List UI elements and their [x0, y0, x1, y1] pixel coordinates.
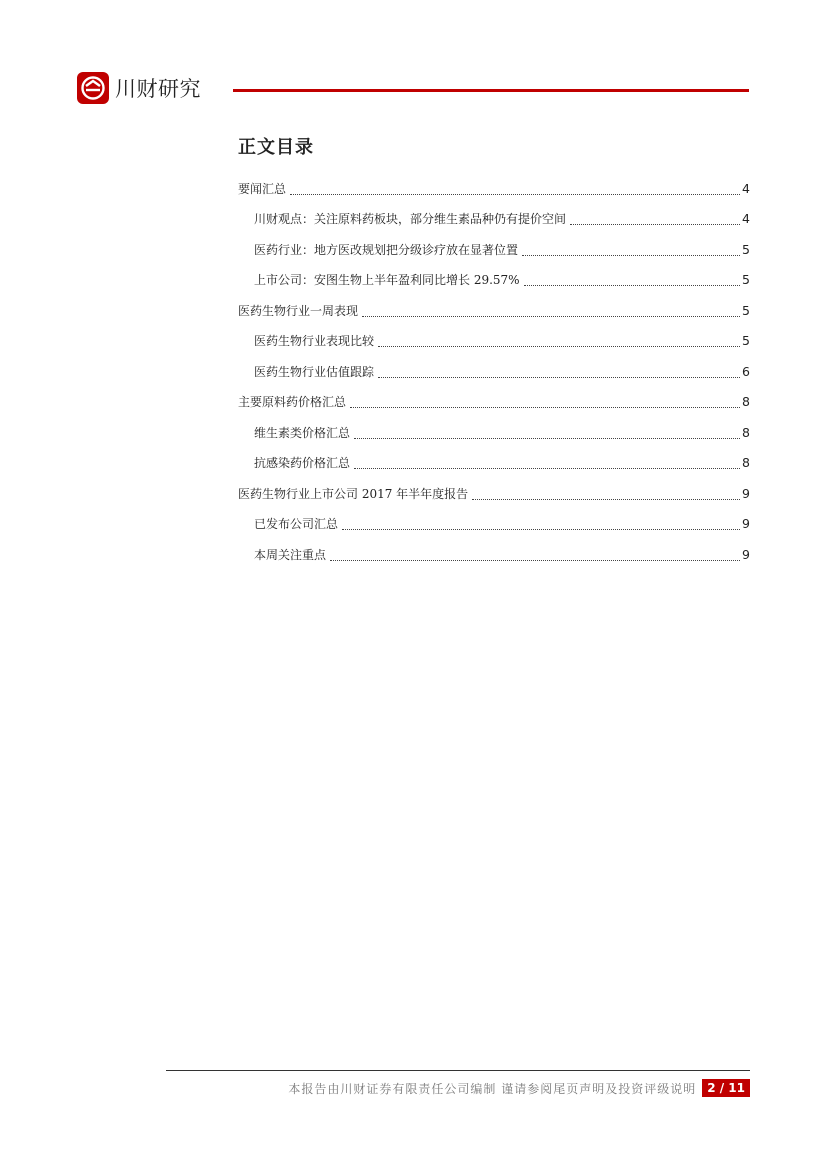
- toc-leader-dots: [378, 376, 740, 378]
- toc-entry-page: 5: [742, 241, 750, 257]
- toc-entry[interactable]: [238, 168, 750, 199]
- toc-leader-dots: [472, 498, 740, 500]
- toc-leader-dots: [362, 315, 740, 317]
- toc-entry-label: 医药生物行业上市公司 2017 年半年度报告: [238, 486, 469, 501]
- toc-leader-dots: [330, 559, 740, 561]
- toc-entry-label: 本周关注重点: [254, 547, 327, 562]
- toc-entry-page: 8: [742, 394, 750, 409]
- toc-entry-label: 抗感染药价格汇总: [254, 456, 351, 470]
- toc-leader-dots: [524, 284, 740, 286]
- toc-entry-label: 维生素类价格汇总: [254, 425, 351, 440]
- toc-leader-dots: [570, 223, 740, 225]
- toc-leader-dots: [350, 406, 740, 408]
- footer-disclaimer: 本报告由川财证券有限责任公司编制 谨请参阅尾页声明及投资评级说明: [288, 1081, 697, 1096]
- toc-leader-dots: [354, 437, 740, 439]
- toc-entry-page: 9: [742, 485, 750, 501]
- toc-entry[interactable]: [238, 199, 750, 230]
- toc-entry-label: 上市公司：安图生物上半年盈利同比增长 29.57%: [254, 273, 520, 287]
- toc-entry[interactable]: [238, 534, 750, 565]
- toc-entry-page: 5: [742, 333, 750, 348]
- page-footer: [166, 1079, 750, 1097]
- toc-entry-page: 9: [742, 516, 750, 531]
- brand-logo: [77, 72, 201, 104]
- toc-entry-label: 要闻汇总: [238, 181, 287, 196]
- toc-title: 正文目录: [238, 137, 314, 158]
- logo-text: 川财研究: [115, 77, 201, 101]
- toc-entry-label: 医药生物行业一周表现: [238, 303, 359, 318]
- toc-entry[interactable]: [238, 290, 750, 321]
- toc-entry-label: 已发布公司汇总: [254, 517, 339, 531]
- toc-entry[interactable]: [238, 321, 750, 352]
- table-of-contents: [238, 168, 750, 565]
- toc-entry-label: 医药生物行业估值跟踪: [254, 364, 375, 379]
- toc-entry-page: 5: [742, 302, 750, 318]
- footer-rule: [166, 1070, 750, 1071]
- toc-entry[interactable]: [238, 382, 750, 413]
- toc-entry-page: 9: [742, 546, 750, 562]
- toc-leader-dots: [290, 193, 740, 195]
- toc-leader-dots: [522, 254, 740, 256]
- toc-leader-dots: [354, 467, 740, 469]
- toc-entry[interactable]: [238, 473, 750, 504]
- toc-entry-label: 医药生物行业表现比较: [254, 334, 375, 348]
- toc-entry-page: 4: [742, 180, 750, 196]
- toc-leader-dots: [342, 528, 740, 530]
- toc-entry[interactable]: [238, 260, 750, 291]
- toc-entry[interactable]: [238, 351, 750, 382]
- toc-entry[interactable]: [238, 412, 750, 443]
- chuancai-logo-icon: [77, 72, 109, 104]
- toc-entry-page: 6: [742, 363, 750, 379]
- toc-entry-label: 主要原料药价格汇总: [238, 395, 347, 409]
- toc-entry-page: 4: [742, 211, 750, 226]
- toc-entry[interactable]: [238, 229, 750, 260]
- toc-entry-page: 8: [742, 455, 750, 470]
- toc-entry-page: 5: [742, 272, 750, 287]
- toc-entry[interactable]: [238, 504, 750, 535]
- toc-entry-label: 医药行业：地方医改规划把分级诊疗放在显著位置: [254, 242, 519, 257]
- header-rule: [233, 89, 749, 92]
- toc-entry-label: 川财观点：关注原料药板块，部分维生素品种仍有提价空间: [254, 212, 567, 226]
- toc-entry-page: 8: [742, 424, 750, 440]
- page-number-badge: 2 / 11: [702, 1079, 750, 1097]
- toc-leader-dots: [378, 345, 740, 347]
- toc-entry[interactable]: [238, 443, 750, 474]
